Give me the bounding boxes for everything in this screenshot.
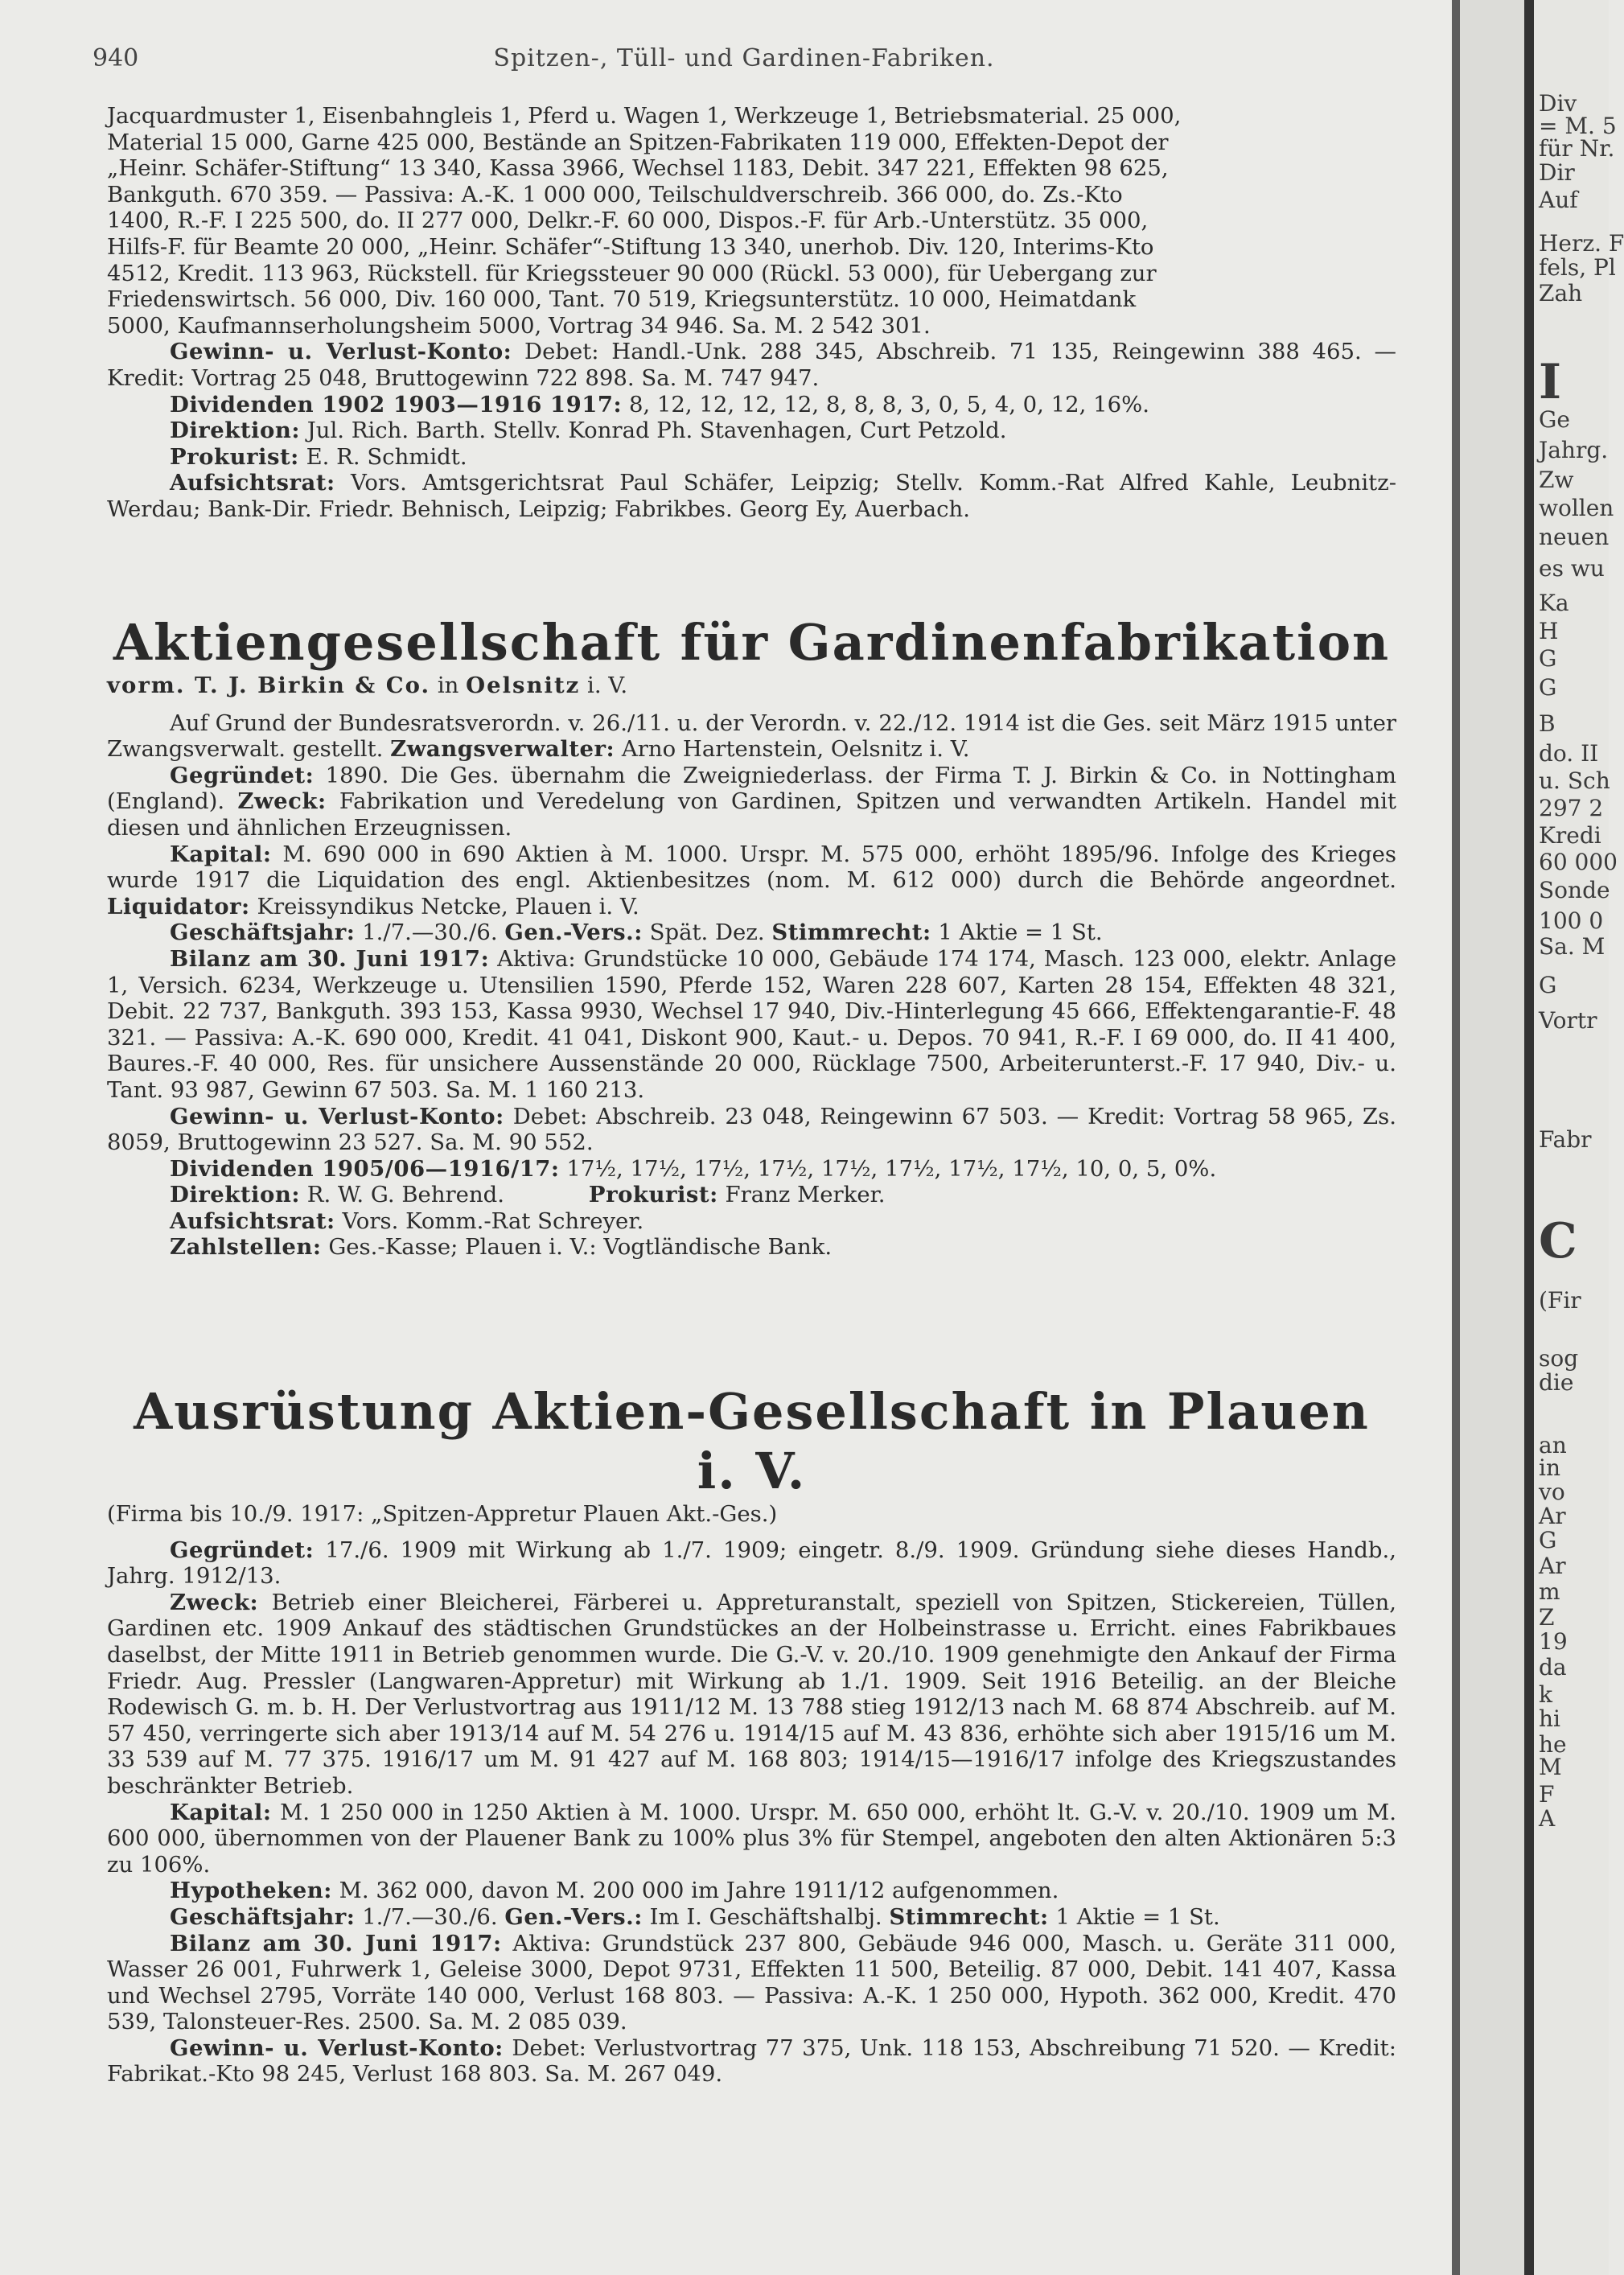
adjacent-page-fragment: A: [1539, 1805, 1556, 1832]
adjacent-page-fragment: Sonde: [1539, 877, 1610, 903]
subtitle-city: Oelsnitz: [466, 673, 581, 698]
text-line: Bankguth. 670 359. — Passiva: A.-K. 1 000 000, Teilschuldverschreib. 366 000, do. Zs.-Kto: [107, 181, 1123, 208]
adjacent-page-fragment: für Nr.: [1539, 135, 1615, 162]
field-label: Gewinn- u. Verlust-Konto:: [170, 339, 512, 365]
adjacent-page-fragment: k: [1539, 1681, 1552, 1708]
field-label: Prokurist:: [170, 443, 299, 470]
field-value: Jul. Rich. Barth. Stellv. Konrad Ph. Stavenhagen, Curt Petzold.: [306, 418, 1007, 444]
field-value: 1 Aktie = 1 St.: [1055, 1903, 1220, 1930]
field-label: Geschäftsjahr:: [170, 919, 356, 946]
field-value: 1./7.—30./6.: [362, 919, 498, 946]
purpose: [107, 1590, 1396, 1800]
field-value: Vors. Komm.-Rat Schreyer.: [342, 1207, 644, 1234]
adjacent-page-fragment: C: [1539, 1213, 1577, 1269]
field-value: 1./7.—30./6.: [362, 1903, 498, 1930]
text-line: Friedenswirtsch. 56 000, Div. 160 000, Tant. 70 519, Kriegsunterstütz. 10 000, Heimatdank: [107, 286, 1137, 313]
adjacent-page-fragment: Ge: [1539, 406, 1570, 433]
field-label: Liquidator:: [107, 893, 250, 919]
adjacent-page-fragment: hi: [1539, 1705, 1560, 1732]
profit-loss-account: [107, 2035, 1396, 2088]
adjacent-page-edge: [1534, 0, 1624, 2275]
field-label: Aufsichtsrat:: [170, 470, 335, 496]
adjacent-page-fragment: an: [1539, 1432, 1567, 1458]
field-value: Aktiva: Grundstück 237 800, Gebäude 946 000, Masch. u. Geräte 311 000, Wasser 26 001, Fuhrwerk 1, Geleise 3000, Depot 9731, Effekten 11 500, Beteilig. 87 000, Debit. 141 407, Kassa und Wechsel 2795, Vorräte 140 000, Verlust 168 803. — Passiva: A.-K. 1 250 000, Hypoth. 362 000, Kredit. 470 539, Talonsteuer-Res. 2500. Sa. M. 2 085 039.: [107, 1930, 1396, 2035]
adjacent-page-fragment: H: [1539, 618, 1559, 644]
text-line: Material 15 000, Garne 425 000, Bestände an Spitzen-Fabrikaten 119 000, Effekten-Depot der: [107, 129, 1169, 155]
field-label: Zwangsverwalter:: [390, 736, 615, 763]
adjacent-page-fragment: Zw: [1539, 467, 1574, 493]
field-value: M. 1 250 000 in 1250 Aktien à M. 1000. Urspr. M. 650 000, erhöht lt. G.-V. v. 20./10. 1909 um M. 600 000, übernommen von der Plauener Bank zu 100% plus 3% für Stempel, angeboten den alten Aktionären 5:3 zu 106%.: [107, 1799, 1397, 1878]
field-label: Gegründet:: [170, 1537, 315, 1563]
field-label: Gen.-Vers.:: [504, 919, 643, 946]
company1-section: [107, 103, 1396, 523]
field-label: Zahlstellen:: [170, 1234, 322, 1261]
adjacent-page-fragment: Zah: [1539, 280, 1583, 306]
adjacent-page-fragment: wollen: [1539, 495, 1614, 521]
field-label: Hypotheken:: [170, 1878, 332, 1904]
adjacent-page-fragment: Z: [1539, 1604, 1555, 1631]
field-label: Aufsichtsrat:: [170, 1207, 335, 1234]
company3-section: [107, 1382, 1396, 2088]
proxy-holder: [107, 444, 1396, 471]
adjacent-page-fragment: Dir: [1539, 159, 1575, 186]
adjacent-page-fragment: Ka: [1539, 590, 1569, 616]
adjacent-page-fragment: M: [1539, 1754, 1562, 1780]
field-value: 8, 12, 12, 12, 12, 8, 8, 8, 3, 0, 5, 4, 0, 12, 16%.: [628, 391, 1149, 418]
adjacent-page-fragment: Vortr: [1539, 1007, 1597, 1034]
field-value: Auf Grund der Bundesratsverordn. v. 26./11. u. der Verordn. v. 22./12. 1914 ist die Ges. seit März 1915 unter Zwangsverwalt. gestellt.: [107, 710, 1396, 763]
directors: [107, 418, 1396, 444]
adjacent-page-fragment: es wu: [1539, 555, 1605, 582]
fiscal-year: [107, 919, 1396, 946]
field-label: Stimmrecht:: [771, 919, 931, 946]
field-label: Kapital:: [170, 1799, 272, 1825]
adjacent-page-fragment: in: [1539, 1454, 1560, 1481]
mortgages: [107, 1878, 1396, 1904]
adjacent-page-fragment: do. II: [1539, 740, 1599, 767]
text-line: 5000, Kaufmannserholungsheim 5000, Vortrag 34 946. Sa. M. 2 542 301.: [107, 312, 931, 339]
field-value: Vors. Amtsgerichtsrat Paul Schäfer, Leipzig; Stellv. Komm.-Rat Alfred Kahle, Leubnitz-Werdau; Bank-Dir. Friedr. Behnisch, Leipzig; Fabrikbes. Georg Ey, Auerbach.: [107, 470, 1396, 522]
field-value: Arno Hartenstein, Oelsnitz i. V.: [621, 736, 970, 763]
adjacent-page-fragment: 100 0: [1539, 907, 1604, 934]
adjacent-page-fragment: Ar: [1539, 1503, 1566, 1529]
field-value: Debet: Abschreib. 23 048, Reingewinn 67 503. — Kredit: Vortrag 58 965, Zs. 8059, Bruttogewinn 23 527. Sa. M. 90 552.: [107, 1103, 1396, 1156]
adjacent-page-fragment: G: [1539, 972, 1557, 998]
dividends: [107, 1156, 1396, 1183]
adjacent-page-fragment: Sa. M: [1539, 933, 1605, 960]
adjacent-page-fragment: vo: [1539, 1479, 1565, 1505]
field-label: Geschäftsjahr:: [170, 1903, 356, 1930]
field-value: M. 690 000 in 690 Aktien à M. 1000. Urspr. M. 575 000, erhöht 1895/96. Infolge des Krieges wurde 1917 die Liquidation des engl. Aktienbesitzes (nom. M. 612 000) durch die Behörde angeordnet.: [107, 841, 1396, 894]
company1-balance-lines: [107, 103, 1396, 339]
page-number: 940: [93, 44, 139, 72]
profit-loss-account: [107, 339, 1396, 391]
field-value: Fabrikation und Veredelung von Gardinen, Spitzen und verwandten Artikeln. Handel mit diesen und ähnlichen Erzeugnissen.: [107, 788, 1396, 841]
company2-subtitle: [107, 673, 1396, 699]
adjacent-page-fragment: he: [1539, 1731, 1567, 1758]
adjacent-page-fragment: 297 2: [1539, 795, 1604, 821]
directors: [107, 1182, 1396, 1208]
field-value: Ges.-Kasse; Plauen i. V.: Vogtländische Bank.: [328, 1234, 833, 1261]
field-value: Im I. Geschäftshalbj.: [649, 1903, 882, 1930]
adjacent-page-fragment: I: [1539, 354, 1562, 410]
adjacent-page-fragment: G: [1539, 674, 1557, 701]
adjacent-page-fragment: da: [1539, 1654, 1567, 1681]
field-label: Gegründet:: [170, 762, 315, 788]
paying-agents: [107, 1234, 1396, 1261]
page-fold-edge: [1524, 0, 1534, 2275]
adjacent-page-fragment: Fabr: [1539, 1126, 1592, 1153]
adjacent-page-fragment: Div: [1539, 90, 1577, 117]
field-label: Prokurist:: [588, 1182, 718, 1208]
adjacent-page-fragment: 60 000: [1539, 849, 1618, 875]
text-line: 1400, R.-F. I 225 500, do. II 277 000, Delkr.-F. 60 000, Dispos.-F. für Arb.-Unterstütz. 35 000,: [107, 208, 1149, 234]
field-label: Bilanz am 30. Juni 1917:: [170, 1930, 502, 1956]
dividends: [107, 392, 1396, 418]
adjacent-page-fragment: Herz. F: [1539, 230, 1624, 257]
field-label: Dividenden 1902 1903—1916 1917:: [170, 391, 623, 418]
field-label: Stimmrecht:: [889, 1903, 1049, 1930]
field-label: Zweck:: [170, 1589, 259, 1615]
adjacent-page-fragment: Jahrg.: [1539, 437, 1609, 463]
text-line: „Heinr. Schäfer-Stiftung“ 13 340, Kassa 3966, Wechsel 1183, Debit. 347 221, Effekten 98 625,: [107, 155, 1169, 182]
subtitle-region: i. V.: [587, 673, 628, 698]
balance-sheet: [107, 1931, 1396, 2035]
profit-loss-account: [107, 1104, 1396, 1156]
adjacent-page-fragment: G: [1539, 645, 1557, 672]
adjacent-page-fragment: 19: [1539, 1628, 1568, 1655]
field-value: Kreissyndikus Netcke, Plauen i. V.: [257, 893, 639, 919]
page-spine-shadow: [1452, 0, 1460, 2275]
adjacent-page-fragment: Kredi: [1539, 822, 1601, 849]
supervisory-board: [107, 470, 1396, 522]
field-value: R. W. G. Behrend.: [306, 1182, 505, 1208]
field-value: 1890. Die Ges. übernahm die Zweigniederlass. der Firma T. J. Birkin & Co. in Nottingham (England).: [107, 762, 1396, 815]
adjacent-page-fragment: Auf: [1539, 187, 1578, 213]
founded: [107, 763, 1396, 841]
text-line: 4512, Kredit. 113 963, Rückstell. für Kriegssteuer 90 000 (Rückl. 53 000), für Uebergang zur: [107, 260, 1157, 286]
adjacent-page-fragment: = M. 5: [1539, 113, 1617, 139]
text-line: Hilfs-F. für Beamte 20 000, „Heinr. Schäfer“-Stiftung 13 340, unerhob. Div. 120, Interims-Kto: [107, 233, 1154, 260]
text-line: Jacquardmuster 1, Eisenbahngleis 1, Pferd u. Wagen 1, Werkzeuge 1, Betriebsmaterial. 25 000,: [107, 103, 1182, 129]
field-value: 17./6. 1909 mit Wirkung ab 1./7. 1909; eingetr. 8./9. 1909. Gründung siehe dieses Handb., Jahrg. 1912/13.: [107, 1537, 1396, 1590]
capital: [107, 841, 1396, 920]
company2-intro: [107, 710, 1396, 763]
adjacent-page-fragment: sog: [1539, 1345, 1579, 1372]
field-value: E. R. Schmidt.: [306, 443, 467, 470]
adjacent-page-fragment: F: [1539, 1781, 1555, 1808]
adjacent-page-fragment: B: [1539, 710, 1556, 737]
adjacent-page-fragment: (Fir: [1539, 1287, 1581, 1314]
subtitle-in: in: [437, 673, 459, 698]
field-label: Gen.-Vers.:: [504, 1903, 643, 1930]
field-value: Betrieb einer Bleicherei, Färberei u. Appreturanstalt, speziell von Spitzen, Stickereien, Tüllen, Gardinen etc. 1909 Ankauf des städtischen Grundstückes an der Holbeinstrasse u. Erricht. eines Fabrikbaues daselbst, der Mitte 1911 in Betrieb genommen wurde. Die G.-V. v. 20./10. 1909 genehmigte den Ankauf der Firma Friedr. Aug. Pressler (Langwaren-Appretur) mit Wirkung ab 1./1. 1909. Seit 1916 Beteilig. an der Bleiche Rodewisch G. m. b. H. Der Verlustvortrag aus 1911/12 M. 13 788 stieg 1912/13 nach M. 68 874 Abschreib. auf M. 57 450, verringerte sich aber 1913/14 auf M. 54 276 u. 1914/15 auf M. 43 836, erhöhte sich aber 1915/16 um M. 33 539 auf M. 77 375. 1916/17 um M. 91 427 auf M. 168 803; 1914/15—1916/17 infolge des Kriegszustandes beschränkter Betrieb.: [107, 1589, 1396, 1799]
company3-subtitle: (Firma bis 10./9. 1917: „Spitzen-Appretur Plauen Akt.-Ges.): [107, 1501, 778, 1527]
adjacent-page-fragment: neuen: [1539, 524, 1610, 550]
field-label: Zweck:: [237, 788, 327, 815]
field-value: 17½, 17½, 17½, 17½, 17½, 17½, 17½, 17½, 10, 0, 5, 0%.: [566, 1155, 1217, 1182]
field-value: M. 362 000, davon M. 200 000 im Jahre 1911/12 aufgenommen.: [339, 1878, 1059, 1904]
page-fold: [1460, 0, 1524, 2275]
field-label: Bilanz am 30. Juni 1917:: [170, 945, 490, 972]
field-value: Aktiva: Grundstücke 10 000, Gebäude 174 174, Masch. 123 000, elektr. Anlage 1, Versich. 6234, Werkzeuge u. Utensilien 1590, Pferde 152, Waren 228 607, Karten 28 154, Effekten 48 321, Debit. 22 737, Bankguth. 393 153, Kassa 9930, Wechsel 17 940, Div.-Hinterlegung 45 666, Effektengarantie-F. 48 321. — Passiva: A.-K. 690 000, Kredit. 41 041, Diskont 900, Kaut.- u. Depos. 70 941, R.-F. I 69 000, do. II 41 400, Baures.-F. 40 000, Res. für unsichere Aussenstände 20 000, Rücklage 7500, Arbeiterunterst.-F. 17 940, Div.- u. Tant. 93 987, Gewinn 67 503. Sa. M. 1 160 213.: [107, 945, 1396, 1103]
field-label: Dividenden 1905/06—1916/17:: [170, 1155, 560, 1182]
adjacent-page-fragment: u. Sch: [1539, 767, 1610, 794]
balance-sheet: [107, 946, 1396, 1104]
subtitle-former-name: vorm. T. J. Birkin & Co.: [107, 673, 431, 698]
fiscal-year: [107, 1904, 1396, 1931]
founded: [107, 1537, 1396, 1590]
field-value: Debet: Handl.-Unk. 288 345, Abschreib. 71 135, Reingewinn 388 465. — Kredit: Vortrag 25 048, Bruttogewinn 722 898. Sa. M. 747 947.: [107, 339, 1396, 391]
field-label: Gewinn- u. Verlust-Konto:: [170, 1103, 504, 1129]
adjacent-page-fragment: die: [1539, 1369, 1574, 1396]
supervisory-board: [107, 1208, 1396, 1235]
field-value: Spät. Dez.: [649, 919, 765, 946]
field-value: Debet: Verlustvortrag 77 375, Unk. 118 153, Abschreibung 71 520. — Kredit: Fabrikat.-Kto 98 245, Verlust 168 803. Sa. M. 267 049.: [107, 2034, 1396, 2088]
adjacent-page-fragment: fels, Pl: [1539, 254, 1616, 281]
running-title: Spitzen-, Tüll- und Gardinen-Fabriken.: [493, 44, 995, 72]
field-value: 1 Aktie = 1 St.: [938, 919, 1103, 946]
field-label: Gewinn- u. Verlust-Konto:: [170, 2034, 504, 2061]
company2-title: Aktiengesellschaft für Gardinenfabrikation: [113, 613, 1391, 672]
company2-section: [107, 613, 1396, 1261]
field-value: Franz Merker.: [725, 1182, 886, 1208]
adjacent-page-fragment: m: [1539, 1578, 1560, 1605]
capital: [107, 1800, 1396, 1878]
field-label: Direktion:: [170, 1182, 300, 1208]
adjacent-page-fragment: Ar: [1539, 1553, 1566, 1579]
adjacent-page-fragment: G: [1539, 1527, 1557, 1553]
company3-title: Ausrüstung Aktien-Gesellschaft in Plauen i. V.: [134, 1382, 1370, 1500]
field-label: Direktion:: [170, 418, 300, 444]
field-label: Kapital:: [170, 841, 272, 867]
